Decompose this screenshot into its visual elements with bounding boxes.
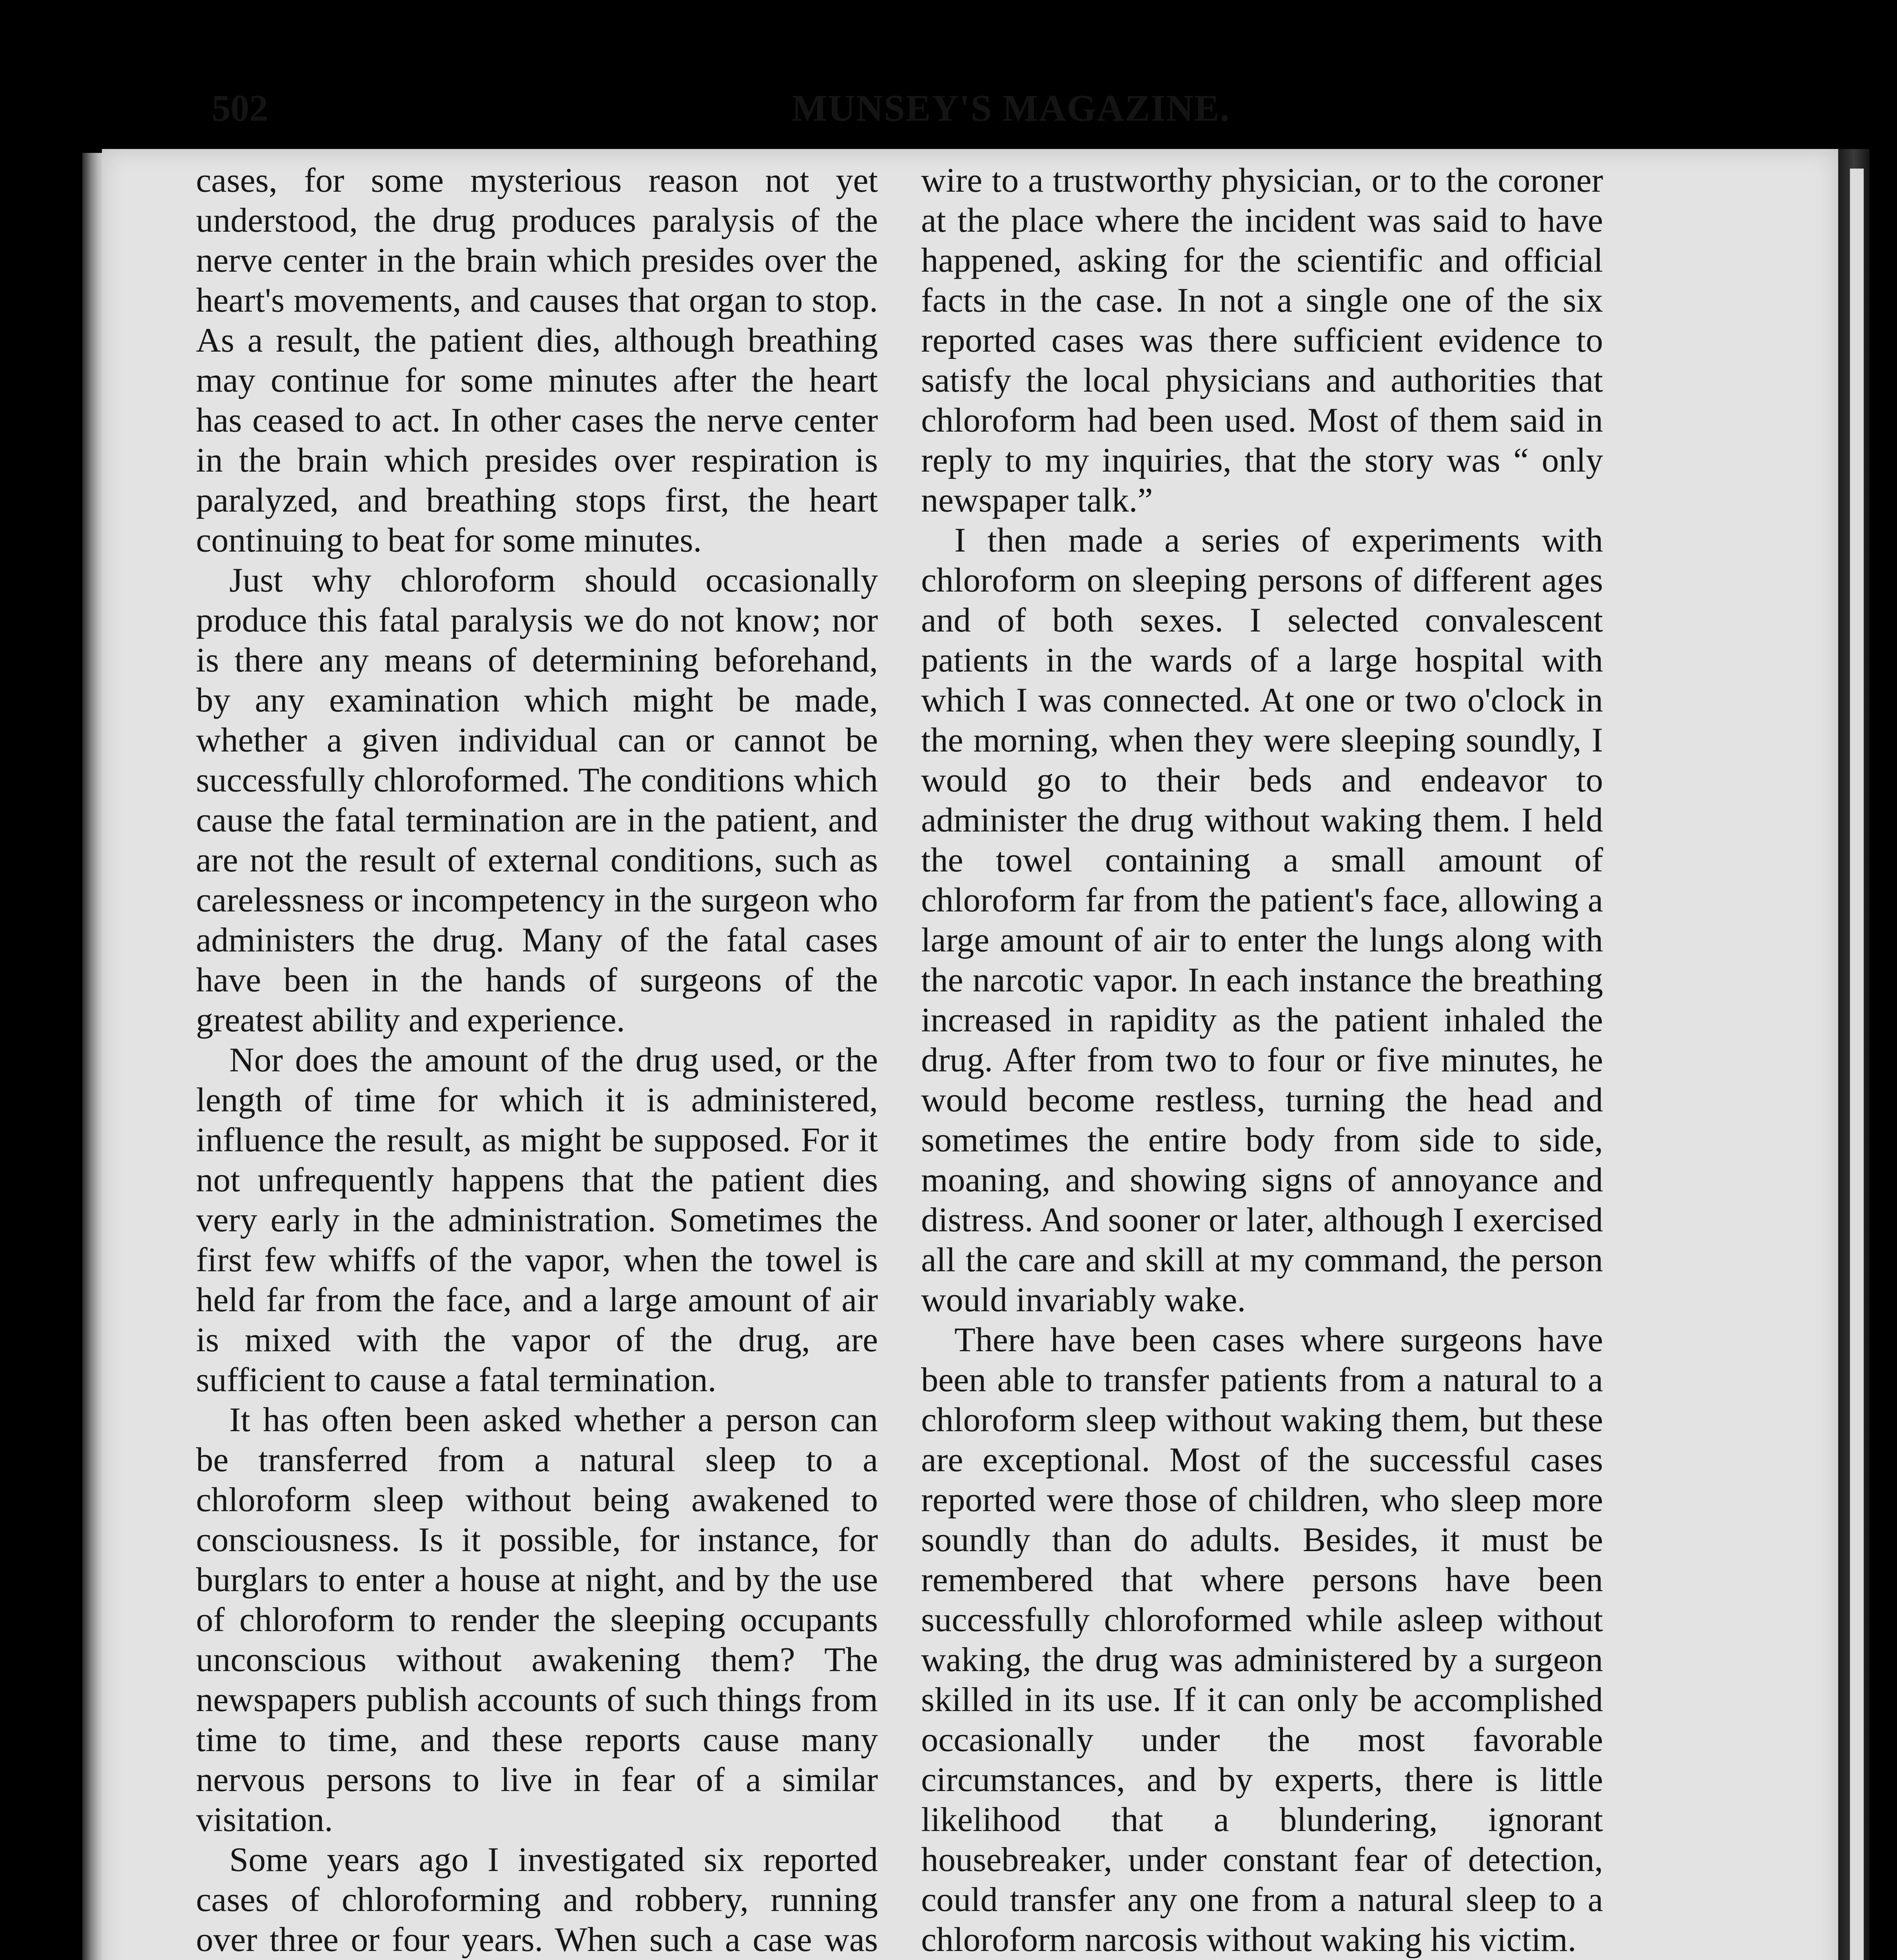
left-column (196, 161, 878, 1960)
page-number: 502 (212, 87, 268, 129)
facing-page-strip (1850, 169, 1864, 1960)
running-title: MUNSEY'S MAGAZINE. (792, 87, 1230, 129)
paragraph: cases, for some mysterious reason not yet understood, the drug produces paralysis of the nerve center in the brain which presides over the heart's movements, and causes that organ to stop. As a result, the patient dies, although breathing may continue for some minutes after the heart has ceased to act. In other cases the nerve center in the brain which presides over respiration is paralyzed, and breathing stops first, the heart continuing to beat for some minutes. (196, 162, 878, 559)
paragraph: There have been cases where surgeons have been able to transfer patients from a natural to a chloroform sleep without waking them, but these are exceptional. Most of the successful cases reported were those of children, who sleep more soundly than do adults. Besides, it must be remembered that where persons have been successfully chloroformed while asleep without waking, the drug was administered by a surgeon skilled in its use. If it can only be accomplished occasionally under the most favorable circumstances, and by experts, there is little likelihood that a blundering, ignorant housebreaker, under constant fear of detection, could transfer any one from a natural sleep to a chloroform narcosis without waking his victim. (921, 1321, 1603, 1959)
paragraph: wire to a trustworthy physician, or to the coroner at the place where the incident was said to have happened, asking for the scientific and official facts in the case. In not a single one of the six reported cases was there sufficient evidence to satisfy the local physicians and authorities that chloroform had been used. Most of them said in reply to my inquiries, that the story was “ only newspaper talk.” (921, 162, 1603, 519)
paragraph: It has often been asked whether a person can be transferred from a natural sleep to a chloroform sleep without being awakened to consciousness. Is it possible, for instance, for burglars to enter a house at night, and by the use of chloroform to render the sleeping occupants unconscious without awakening them? The newspapers publish accounts of such things from time to time, and these reports cause many nervous persons to live in fear of a similar visitation. (196, 1401, 878, 1839)
paragraph: Just why chloroform should occasionally produce this fatal paralysis we do not know; nor is there any means of determining beforehand, by any examination which might be made, whether a given individual can or cannot be successfully chloroformed. The conditions which cause the fatal termination are in the patient, and are not the result of external conditions, such as carelessness or incompetency in the surgeon who administers the drug. Many of the fatal cases have been in the hands of surgeons of the greatest ability and experience. (196, 561, 878, 1039)
paragraph: Nor does the amount of the drug used, or the length of time for which it is administered, influence the result, as might be supposed. For it not unfrequently happens that the patient dies very early in the administration. Sometimes the first few whiffs of the vapor, when the towel is held far from the face, and a large amount of air is mixed with the vapor of the drug, are sufficient to cause a fatal termination. (196, 1041, 878, 1399)
paragraph: Some years ago I investigated six reported cases of chloroforming and robbery, running over three or four years. When such a case was (196, 1841, 878, 1959)
page-header (212, 86, 1611, 145)
right-column (921, 161, 1603, 1960)
paragraph: I then made a series of experiments with chloroform on sleeping persons of different ages and of both sexes. I selected convalescent patients in the wards of a large hospital with which I was connected. At one or two o'clock in the morning, when they were sleeping soundly, I would go to their beds and endeavor to administer the drug without waking them. I held the towel containing a small amount of chloroform far from the patient's face, allowing a large amount of air to enter the lungs along with the narcotic vapor. In each instance the breathing increased in rapidity as the patient inhaled the drug. After from two to four or five minutes, he would become restless, turning the head and sometimes the entire body from side to side, moaning, and showing signs of annoyance and distress. And sooner or later, although I exercised all the care and skill at my command, the person would invariably wake. (921, 521, 1603, 1319)
